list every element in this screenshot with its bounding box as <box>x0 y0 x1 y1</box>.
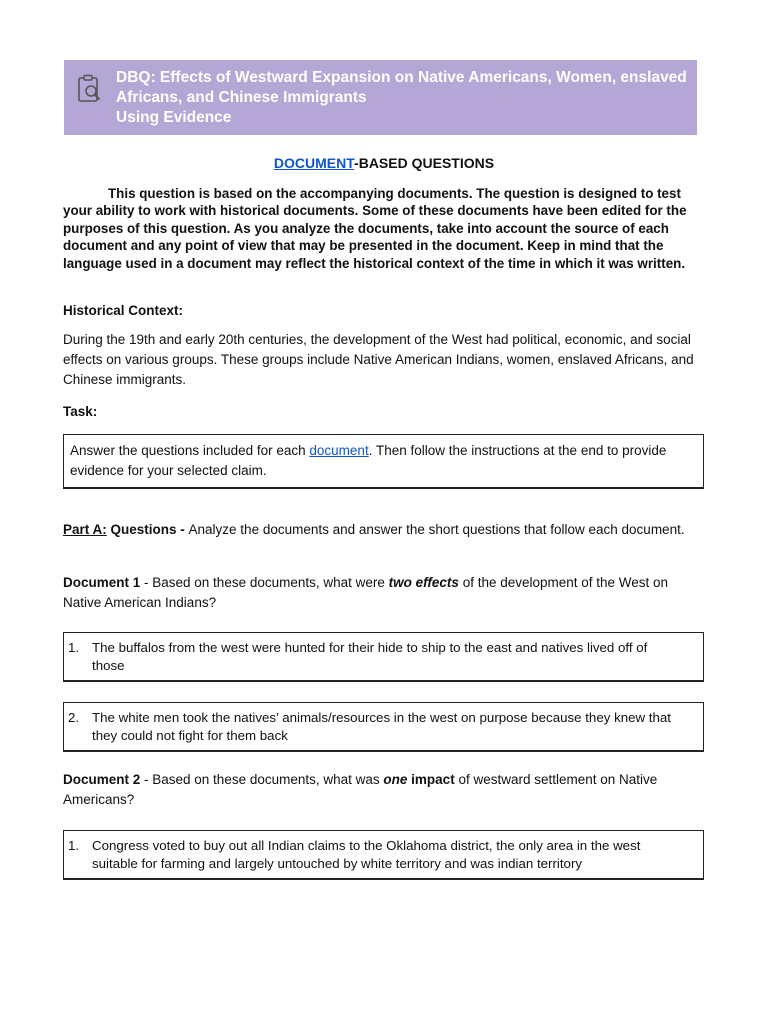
task-document-link[interactable]: document <box>309 443 369 458</box>
answer-text: 1. Congress voted to buy out all Indian claims to the Oklahoma district, the only area in the west suitable for farming and largely untouched by white territory and was indian territory <box>68 838 641 871</box>
historical-context-label: Historical Context: <box>63 303 184 318</box>
part-a-instructions: Part A: Questions - Analyze the documents and answer the short questions that follow each document. <box>63 522 685 537</box>
banner-title: DBQ: Effects of Westward Expansion on Native Americans, Women, enslaved Africans, and Chinese Immigrants <box>116 69 687 106</box>
answer-text: 1. The buffalos from the west were hunted for their hide to ship to the east and natives lived off of those <box>68 640 648 673</box>
historical-context-text: During the 19th and early 20th centuries, the development of the West had political, economic, and social effects on various groups. These groups include Native American Indians, women, enslaved Africans, and Chinese immigrants. <box>63 332 694 387</box>
task-label: Task: <box>63 404 98 419</box>
document-link[interactable]: DOCUMENT <box>273 155 355 171</box>
section-heading <box>0 155 768 171</box>
answer-text: 2. The white men took the natives’ animals/resources in the west on purpose because they knew that they could not fight for them back <box>68 710 671 743</box>
intro-paragraph: This question is based on the accompanying documents. The question is designed to test your ability to work with historical documents. Some of these documents have been edited for the purposes of this question. As you analyze the documents, take into account the source of each document and any point of view that may be presented in the document. Keep in mind that the language used in a document may reflect the historical context of the time in which it was written. <box>63 186 687 271</box>
part-a-label: Part A: <box>63 522 107 537</box>
document-1-prompt: Document 1 - Based on these documents, what were two effects of the development of the West on Native American Indians? <box>63 575 669 610</box>
doc1-answer-box-2 <box>63 702 704 752</box>
banner-subtitle: Using Evidence <box>116 109 232 126</box>
clipboard-search-icon <box>76 73 104 105</box>
document-2-prompt: Document 2 - Based on these documents, what was one impact of westward settlement on Native Americans? <box>63 772 658 807</box>
doc2-answer-box-1 <box>63 830 704 880</box>
heading-rest: -BASED QUESTIONS <box>354 155 495 171</box>
title-banner <box>64 60 697 135</box>
doc1-answer-box-1 <box>63 632 704 682</box>
task-box <box>63 434 704 489</box>
task-text: Answer the questions included for each document. Then follow the instructions at the end to provide evidence for your selected claim. <box>70 443 667 478</box>
